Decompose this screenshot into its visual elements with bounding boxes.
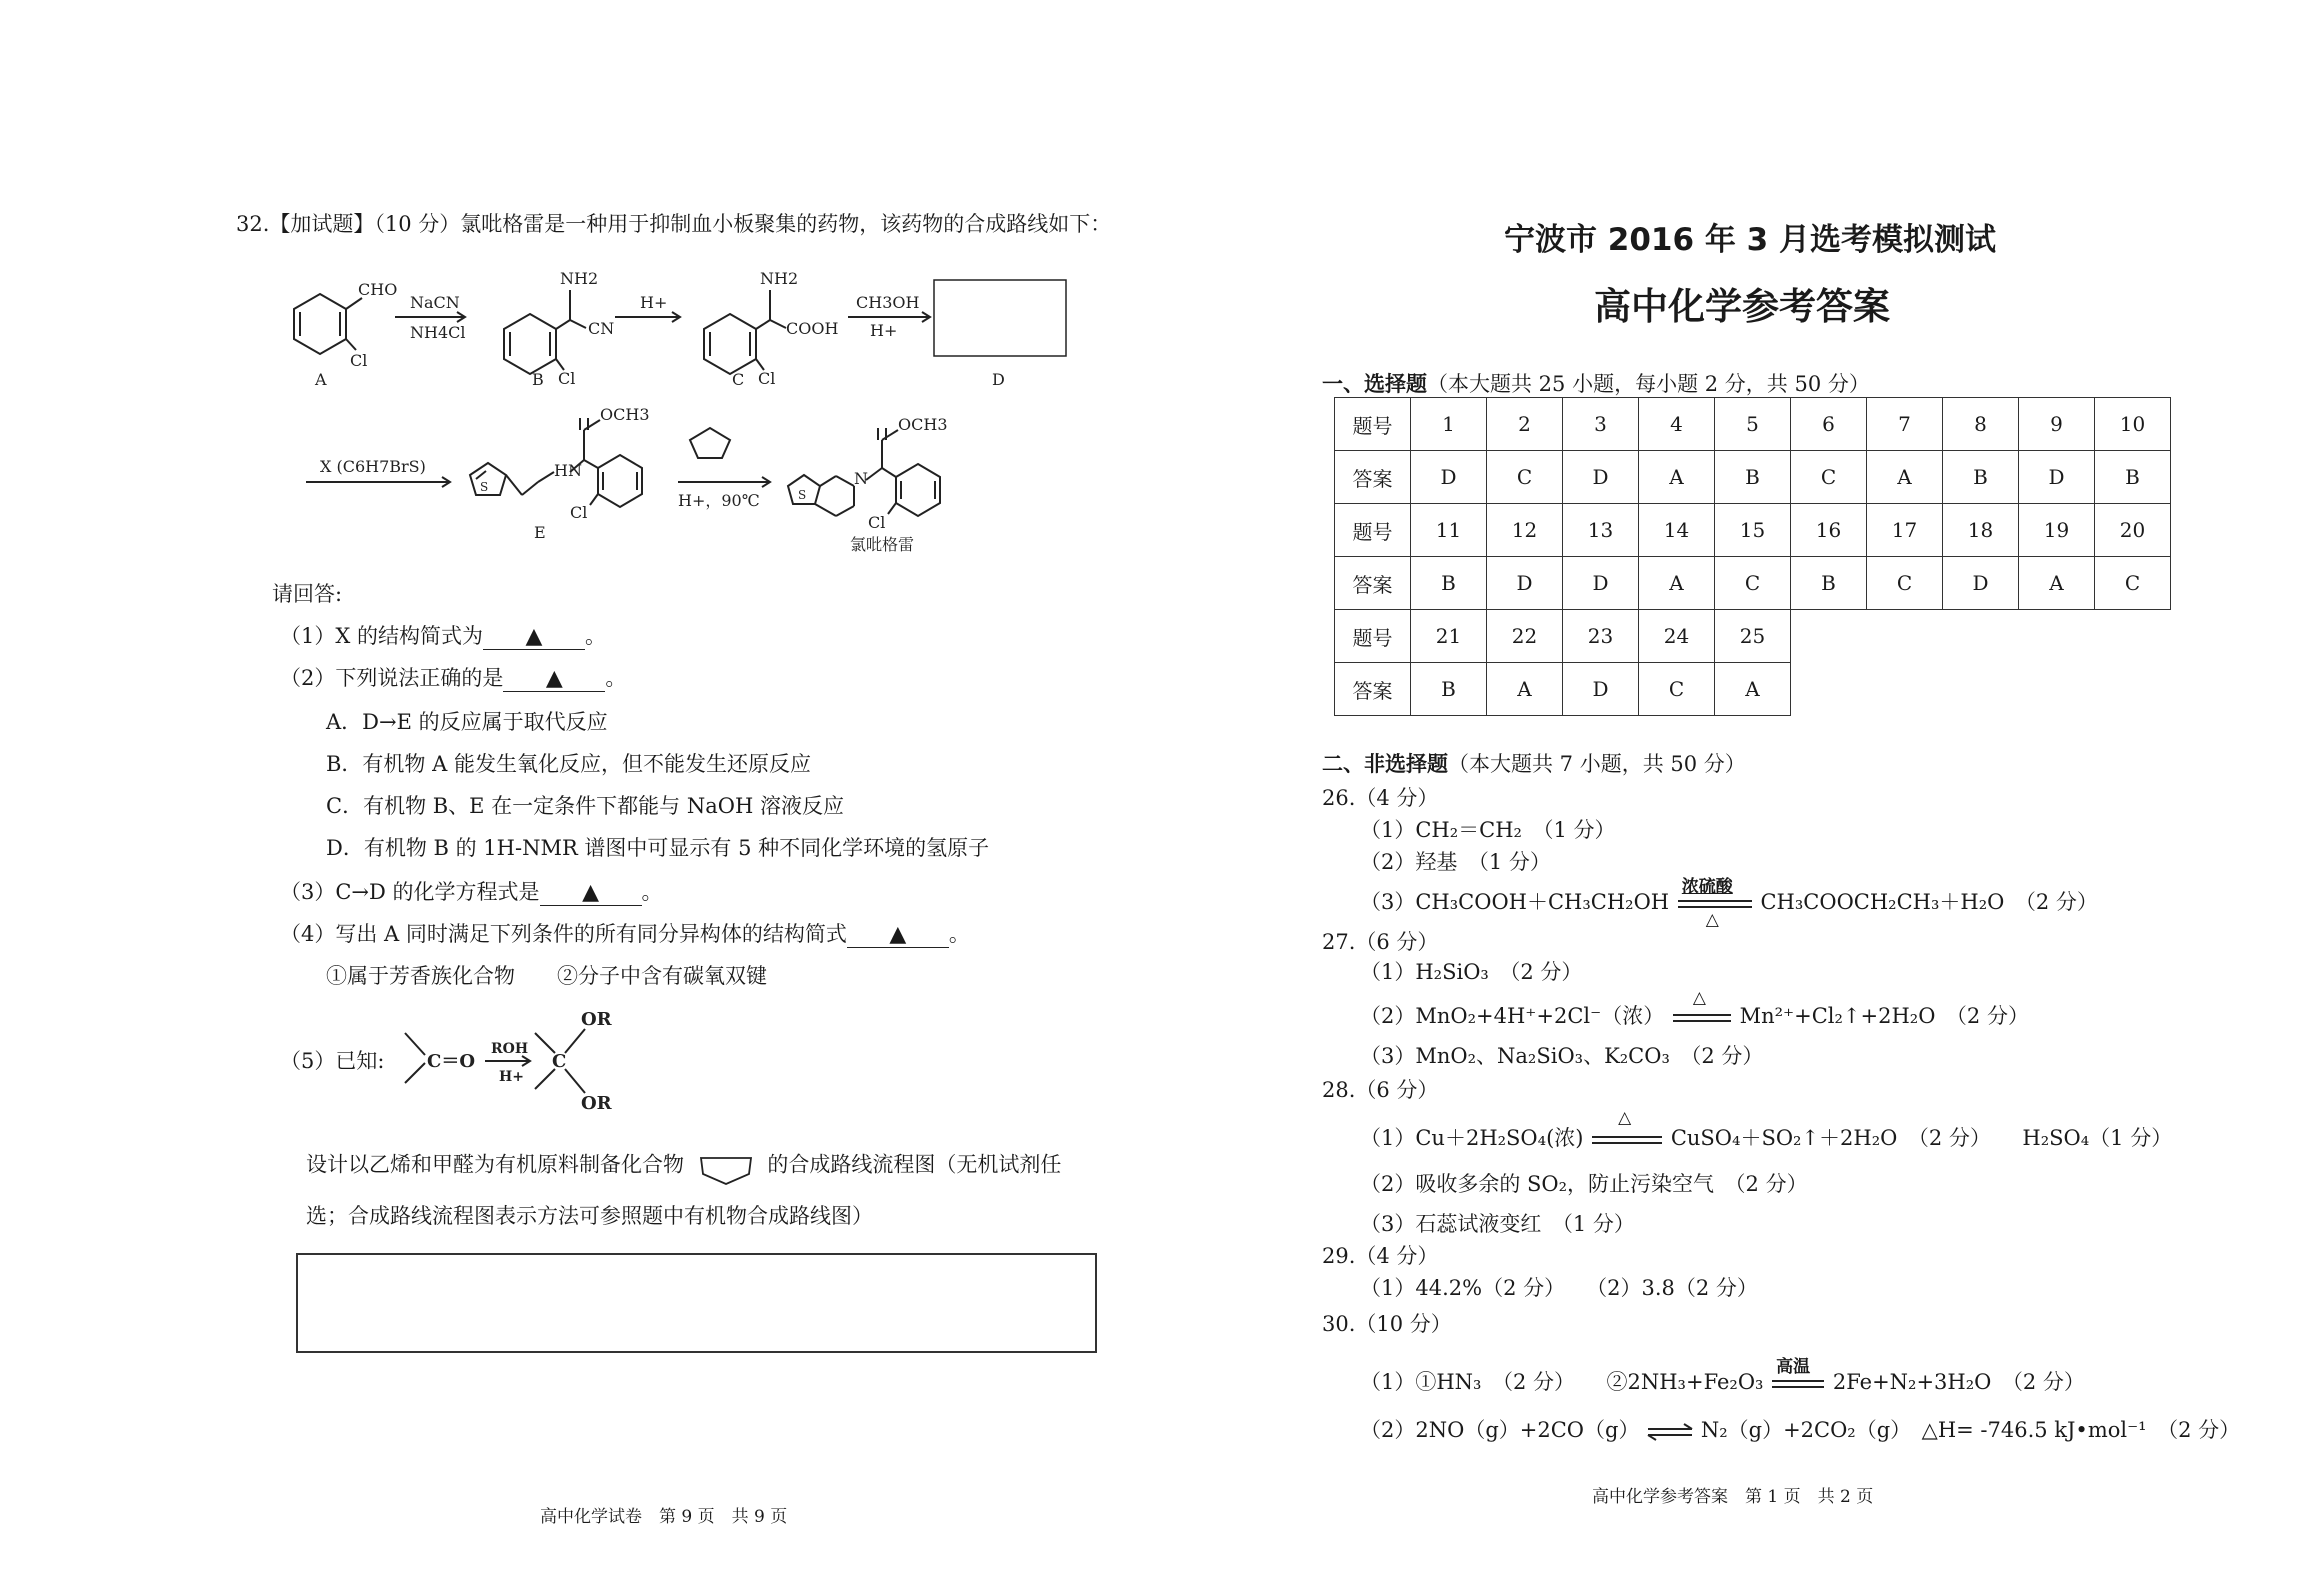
table-cell: D <box>1411 451 1487 504</box>
table-cell: D <box>1943 557 2019 610</box>
cl-label-c: Cl <box>758 369 776 388</box>
question-32-intro: 32.【加试题】（10 分）氯吡格雷是一种用于抑制血小板聚集的药物，该药物的合成路线如下： <box>236 212 1112 236</box>
table-cell: D <box>1563 663 1639 716</box>
table-row-header: 题号 <box>1335 398 1411 451</box>
table-row-header: 答案 <box>1335 663 1411 716</box>
reversible-arrow-conc-h2so4 <box>1676 876 1754 930</box>
table-cell: B <box>1715 451 1791 504</box>
table-cell: 16 <box>1791 504 1867 557</box>
table-row <box>1335 557 2171 610</box>
table-cell: 4 <box>1639 398 1715 451</box>
table-cell: A <box>1639 451 1715 504</box>
table-row-header: 题号 <box>1335 610 1411 663</box>
period: 。 <box>585 624 606 648</box>
q30-2-left: （2）2NO（g）+2CO（g） <box>1360 1418 1640 1442</box>
answer-page-right <box>1152 0 2303 1594</box>
table-cell: 2 <box>1487 398 1563 451</box>
reagent-1-bottom: NH4Cl <box>410 323 466 342</box>
q30-1-condition: 高温 <box>1776 1356 1811 1377</box>
table-cell: 9 <box>2019 398 2095 451</box>
hn-label: HN <box>554 461 582 480</box>
q27-1: （1）H₂SiO₃ （2 分） <box>1360 960 1583 984</box>
q30-2 <box>1360 1414 2240 1444</box>
q28-heading: 28.（6 分） <box>1322 1078 1439 1102</box>
table-cell: 11 <box>1411 504 1487 557</box>
design-text-a: 设计以乙烯和甲醛为有机原料制备化合物 <box>306 1152 684 1177</box>
q26-3 <box>1360 876 2098 930</box>
answer-table-body <box>1335 398 2171 716</box>
answer-box[interactable] <box>296 1253 1097 1353</box>
table-cell: A <box>1639 557 1715 610</box>
s-label-e: S <box>480 480 489 494</box>
table-cell: B <box>1943 451 2019 504</box>
question-5: （5）已知: <box>280 1049 385 1073</box>
q26-3-heat: △ <box>1705 909 1719 930</box>
cn-label: CN <box>588 319 615 338</box>
table-cell: 22 <box>1487 610 1563 663</box>
answer-blank-1[interactable]: ▲ <box>483 624 585 650</box>
question-3 <box>280 876 663 906</box>
table-cell: 15 <box>1715 504 1791 557</box>
right-footer: 高中化学参考答案 第 1 页 共 2 页 <box>1592 1487 1874 1507</box>
table-cell: B <box>1791 557 1867 610</box>
q26-3-right: CH₃COOCH₂CH₃＋H₂O （2 分） <box>1760 890 2098 914</box>
option-d: D．有机物 B 的 1H-NMR 谱图中可显示有 5 种不同化学环境的氢原子 <box>326 836 990 860</box>
table-cell: C <box>1715 557 1791 610</box>
q28-3: （3）石蕊试液变红 （1 分） <box>1360 1212 1635 1236</box>
table-cell: C <box>1791 451 1867 504</box>
roh-label: ROH <box>491 1041 529 1057</box>
answer-blank-2[interactable]: ▲ <box>503 666 605 692</box>
q29-1: （1）44.2%（2 分） （2）3.8（2 分） <box>1360 1276 1758 1300</box>
compound-b-label: B <box>532 370 544 389</box>
table-cell: D <box>1487 557 1563 610</box>
question-4-conditions: ①属于芳香族化合物 ②分子中含有碳氧双键 <box>326 964 767 988</box>
reagent-1-top: NaCN <box>410 293 460 312</box>
q30-1 <box>1360 1356 2085 1396</box>
q27-2-left: （2）MnO₂+4H⁺+2Cl⁻（浓） <box>1360 1004 1665 1028</box>
table-cell: C <box>1867 557 1943 610</box>
och3-label-e: OCH3 <box>600 405 650 424</box>
or-label-top: OR <box>581 1009 612 1030</box>
table-cell: A <box>1715 663 1791 716</box>
q30-2-right: N₂（g）+2CO₂（g） △H= -746.5 kJ•mol⁻¹ （2 分） <box>1700 1418 2241 1442</box>
table-cell: 17 <box>1867 504 1943 557</box>
h-plus-label: H+ <box>499 1069 524 1085</box>
table-cell: 5 <box>1715 398 1791 451</box>
table-cell: D <box>2019 451 2095 504</box>
left-footer: 高中化学试卷 第 9 页 共 9 页 <box>540 1507 788 1527</box>
section-2-heading <box>1322 748 1746 778</box>
period: 。 <box>605 666 627 690</box>
q26-2: （2）羟基 （1 分） <box>1360 850 1551 874</box>
table-cell: 6 <box>1791 398 1867 451</box>
option-a: A．D→E 的反应属于取代反应 <box>326 710 608 734</box>
table-cell: C <box>1639 663 1715 716</box>
compound-e-label: E <box>534 523 546 542</box>
answer-table <box>1334 397 2171 716</box>
synthesis-scheme <box>270 250 1130 560</box>
table-cell: 23 <box>1563 610 1639 663</box>
clopidogrel-label: 氯吡格雷 <box>850 535 915 554</box>
table-cell: A <box>1487 663 1563 716</box>
equals-arrow-icon <box>1770 1374 1826 1394</box>
nh2-label-b: NH2 <box>560 269 599 288</box>
table-row <box>1335 610 2171 663</box>
table-row-header: 答案 <box>1335 557 1411 610</box>
heat-arrow-1 <box>1671 987 1733 1028</box>
or-label-bottom: OR <box>581 1093 612 1114</box>
table-cell: 24 <box>1639 610 1715 663</box>
reagent-4-top: X (C6H7BrS) <box>320 457 426 476</box>
table-cell: 12 <box>1487 504 1563 557</box>
q27-3: （3）MnO₂、Na₂SiO₃、K₂CO₃ （2 分） <box>1360 1044 1764 1068</box>
q27-2 <box>1360 987 2029 1030</box>
table-row <box>1335 398 2171 451</box>
table-cell: A <box>1867 451 1943 504</box>
design-task-line2: 选；合成路线流程图表示方法可参照题中有机物合成路线图） <box>306 1204 873 1228</box>
table-cell: 18 <box>1943 504 2019 557</box>
table-cell: C <box>1487 451 1563 504</box>
design-task-line1 <box>306 1146 1061 1186</box>
table-cell: 10 <box>2095 398 2171 451</box>
question-4-text: （4）写出 A 同时满足下列条件的所有同分异构体的结构简式 <box>280 922 847 946</box>
compound-c-label: C <box>732 370 745 389</box>
s-label-clop: S <box>798 488 807 502</box>
section-2-desc: （本大题共 7 小题，共 50 分） <box>1448 752 1746 776</box>
table-cell: B <box>1411 663 1487 716</box>
reagent-2-top: H+ <box>640 293 668 312</box>
acetal-reaction <box>395 1005 635 1125</box>
table-cell: B <box>1411 557 1487 610</box>
table-cell: B <box>2095 451 2171 504</box>
equals-arrow-icon <box>1671 1008 1733 1028</box>
table-row <box>1335 504 2171 557</box>
heat-arrow-2 <box>1590 1107 1664 1150</box>
q29-heading: 29.（4 分） <box>1322 1244 1439 1268</box>
cl-label-clop: Cl <box>868 513 886 532</box>
table-row-header: 题号 <box>1335 504 1411 557</box>
table-cell: D <box>1563 451 1639 504</box>
q26-heading: 26.（4 分） <box>1322 786 1439 810</box>
q28-1-left: （1）Cu＋2H₂SO₄(浓) <box>1360 1126 1584 1150</box>
carbonyl-label: C＝O <box>427 1051 476 1072</box>
equals-arrow-icon <box>1590 1130 1664 1150</box>
n-label: N <box>854 469 868 488</box>
cl-label-b: Cl <box>558 369 576 388</box>
q28-1-condition: △ <box>1618 1107 1632 1128</box>
q26-3-left: （3）CH₃COOH＋CH₃CH₂OH <box>1360 890 1670 914</box>
table-row <box>1335 663 2171 716</box>
compound-a-label: A <box>315 370 327 389</box>
dioxolane-structure <box>691 1146 761 1186</box>
option-c: C．有机物 B、E 在一定条件下都能与 NaOH 溶液反应 <box>326 794 844 818</box>
cho-label: CHO <box>358 280 398 299</box>
question-3-text: （3）C→D 的化学方程式是 <box>280 880 540 904</box>
table-row-header: 答案 <box>1335 451 1411 504</box>
section-2-label: 二、非选择题 <box>1322 751 1448 776</box>
answer-blank-4[interactable]: ▲ <box>847 922 949 948</box>
q27-2-right: Mn²⁺+Cl₂↑+2H₂O （2 分） <box>1739 1004 2029 1028</box>
reagent-3-bottom: H+ <box>870 321 898 340</box>
och3-label-clop: OCH3 <box>898 415 948 434</box>
option-b: B．有机物 A 能发生氧化反应，但不能发生还原反应 <box>326 752 811 776</box>
q26-1: （1）CH₂＝CH₂ （1 分） <box>1360 818 1616 842</box>
table-cell: 8 <box>1943 398 2019 451</box>
reagent-3-top: CH3OH <box>856 293 920 312</box>
table-cell: A <box>2019 557 2095 610</box>
q30-heading: 30.（10 分） <box>1322 1312 1452 1336</box>
question-2 <box>280 662 626 692</box>
period: 。 <box>641 880 663 904</box>
table-cell: 14 <box>1639 504 1715 557</box>
q27-heading: 27.（6 分） <box>1322 930 1439 954</box>
q30-1-right: 2Fe+N₂+3H₂O （2 分） <box>1832 1370 2085 1394</box>
q28-1-right: CuSO₄＋SO₂↑＋2H₂O （2 分） H₂SO₄（1 分） <box>1670 1126 2173 1150</box>
question-1-text: （1）X 的结构简式为 <box>280 624 483 648</box>
q27-2-condition: △ <box>1692 987 1706 1008</box>
answer-title-1: 宁波市 2016 年 3 月选考模拟测试 <box>1504 222 1997 258</box>
cooh-label: COOH <box>786 319 839 338</box>
high-temp-arrow <box>1770 1356 1826 1394</box>
reagent-5-bottom: H+，90℃ <box>678 491 760 510</box>
design-text-b: 的合成路线流程图（无机试剂任 <box>767 1152 1062 1177</box>
answer-blank-3[interactable]: ▲ <box>540 880 642 906</box>
table-row <box>1335 451 2171 504</box>
nh2-label-c: NH2 <box>760 269 799 288</box>
answer-title-2: 高中化学参考答案 <box>1594 285 1890 328</box>
table-cell: 3 <box>1563 398 1639 451</box>
period: 。 <box>948 922 970 946</box>
cl-label-e: Cl <box>570 503 588 522</box>
equilibrium-arrow-icon <box>1646 1422 1694 1442</box>
table-cell: D <box>1563 557 1639 610</box>
q28-1 <box>1360 1107 2173 1152</box>
question-1 <box>280 620 606 650</box>
table-cell: 7 <box>1867 398 1943 451</box>
table-cell: 19 <box>2019 504 2095 557</box>
section-1-label: 一、选择题 <box>1322 371 1427 396</box>
section-1-desc: （本大题共 25 小题，每小题 2 分，共 50 分） <box>1427 372 1870 396</box>
table-cell: 21 <box>1411 610 1487 663</box>
table-cell: 13 <box>1563 504 1639 557</box>
q26-3-condition: 浓硫酸 <box>1681 876 1733 897</box>
table-cell: 25 <box>1715 610 1791 663</box>
table-cell: 20 <box>2095 504 2171 557</box>
q28-2: （2）吸收多余的 SO₂，防止污染空气 （2 分） <box>1360 1172 1808 1196</box>
q30-1-left: （1）①HN₃ （2 分） ②2NH₃+Fe₂O₃ <box>1360 1370 1764 1394</box>
table-cell: 1 <box>1411 398 1487 451</box>
table-cell: C <box>2095 557 2171 610</box>
please-answer: 请回答: <box>272 582 343 606</box>
acetal-carbon-label: C <box>552 1051 567 1072</box>
compound-d-label: D <box>992 370 1005 389</box>
question-2-text: （2）下列说法正确的是 <box>280 666 504 690</box>
question-4 <box>280 918 970 948</box>
section-1-heading <box>1322 368 1870 398</box>
cl-label-a: Cl <box>350 351 368 370</box>
